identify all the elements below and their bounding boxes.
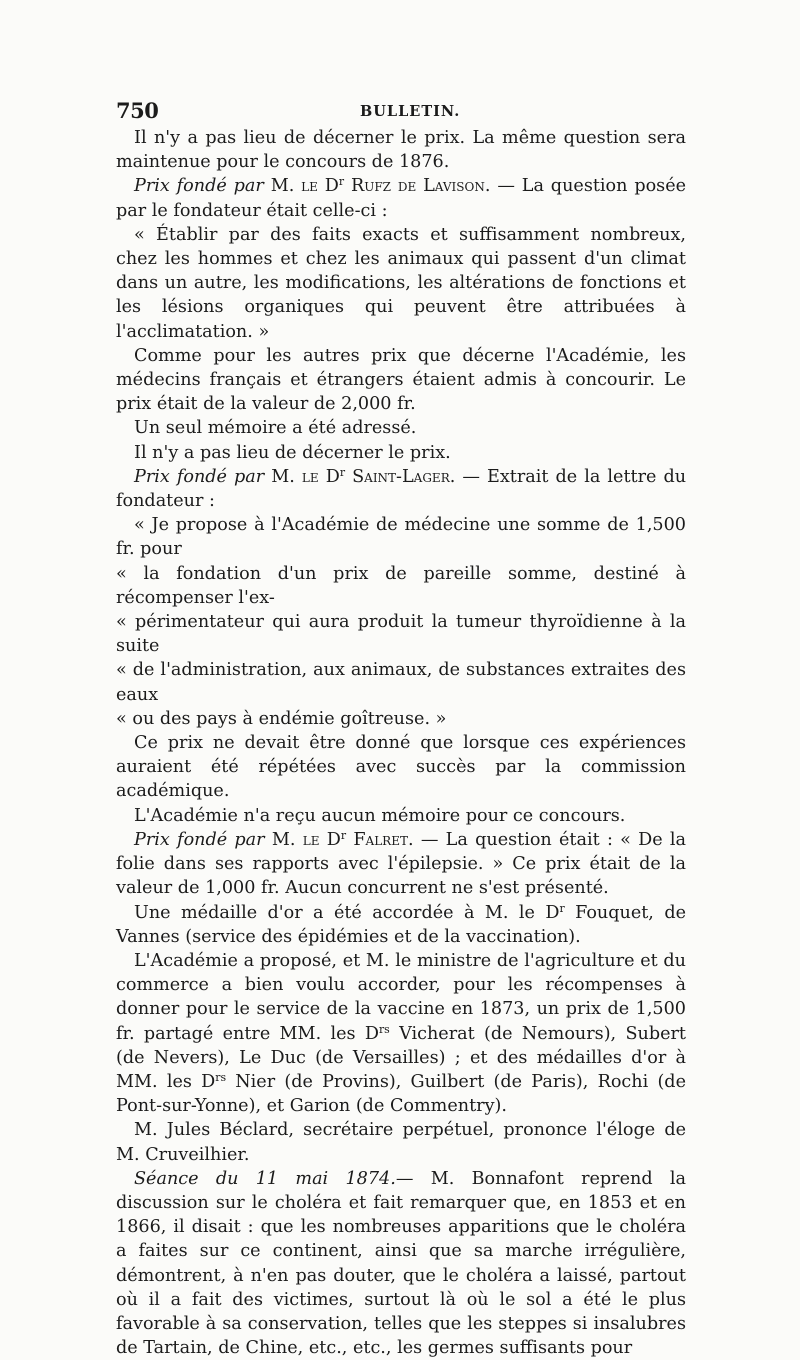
page-header [116,98,686,128]
quote-line: « la fondation d'un prix de pareille somme, destiné à récompenser l'ex- [116,563,686,608]
prize-lead: Prix fondé par [134,466,265,487]
session-date: Séance du 11 mai 1874. [134,1168,396,1189]
running-title: BULLETIN. [360,103,461,120]
paragraph: Ce prix ne devait être donné que lorsque ces expériences auraient été répétées avec succès par la commission académique. [116,733,686,802]
session-paragraph: Séance du 11 mai 1874.— M. Bonnafont reprend la discussion sur le choléra et fait remarquer que, en 1853 et en 1866, il disait : que les nombreuses apparitions que le choléra a faites sur ce continent, ainsi que sa marche irrégulière, démontrent, à n'en pas douter, que le choléra a laissé, partout où il a fait des victimes, surtout là où le sol a été le plus favorable à sa conservation, telles que les steppes si insalubres de Tartain, de Chine, etc., etc., les germes suffisants pour [116,1168,686,1359]
paragraph: Comme pour les autres prix que décerne l'Académie, les médecins français et étrangers étaient admis à concourir. Le prix était de la valeur de 2,000 fr. [116,345,686,415]
prize-section-rufz: Prix fondé par M. le $D^r$ Rufz de Lavison. — La question posée par le fondateur était celle-ci : [116,175,687,221]
founder-name: Rufz de Lavison. [350,176,491,197]
page-number: 750 [116,98,159,123]
quote-line: « de l'administration, aux animaux, de substances extraites des eaux [116,660,686,705]
paragraph: Il n'y a pas lieu de décerner le prix. [134,442,451,463]
medal-paragraph: Une médaille d'or a été accordée à M. le $D^r$ Fouquet, de Vannes (service des épidémies et de la vaccination). [116,901,686,947]
paragraph: M. Jules Béclard, secrétaire perpétuel, prononce l'éloge de M. Cruveilhier. [116,1120,686,1165]
prize-section-falret: Prix fondé par M. le $D^r$ Falret. — La question était : « De la folie dans ses rapports avec l'épilepsie. » Ce prix était de la valeur de 1,000 fr. Aucun concurrent ne s'est présenté. [116,828,687,899]
quote-line: « périmentateur qui aura produit la tumeur thyroïdienne à la suite [116,612,686,657]
paragraph: Un seul mémoire a été adressé. [134,418,417,439]
prize-lead: Prix fondé par [134,829,265,850]
prize-section-saint-lager: Prix fondé par M. le $D^r$ Saint-Lager. — Extrait de la lettre du fondateur : [116,465,687,512]
vaccine-paragraph: L'Académie a proposé, et M. le ministre de l'agriculture et du commerce a bien voulu accorder, pour les récompenses à donner pour le service de la vaccine en 1873, un prix de 1,500 fr. partagé entre MM. les $D^{rs}$ Vicherat (de Nemours), Subert (de Nevers), Le Duc (de Versailles) ; et des médailles d'or à MM. les $D^{rs}$ Nier (de Provins), Guilbert (de Paris), Rochi (de Pont-sur-Yonne), et Garion (de Commentry). [116,950,686,1117]
quoted-question: « Établir par des faits exacts et suffisamment nombreux, chez les hommes et chez les animaux qui passent d'un climat dans un autre, les modifications, les altérations de fonctions et les lésions organiques qui peuvent être attribuées à l'acclimatation. » [116,224,686,342]
quote-line: « ou des pays à endémie goîtreuse. » [116,708,447,729]
founder-name: Falret. [353,829,414,850]
paragraph: L'Académie n'a reçu aucun mémoire pour ce concours. [134,805,626,826]
founder-name: Saint-Lager. [352,466,456,487]
body-text [116,126,686,1360]
prize-lead: Prix fondé par [134,176,264,197]
paragraph: Il n'y a pas lieu de décerner le prix. La même question sera maintenue pour le concours de 1876. [116,128,686,173]
quote-line: « Je propose à l'Académie de médecine une somme de 1,500 fr. pour [116,515,686,560]
